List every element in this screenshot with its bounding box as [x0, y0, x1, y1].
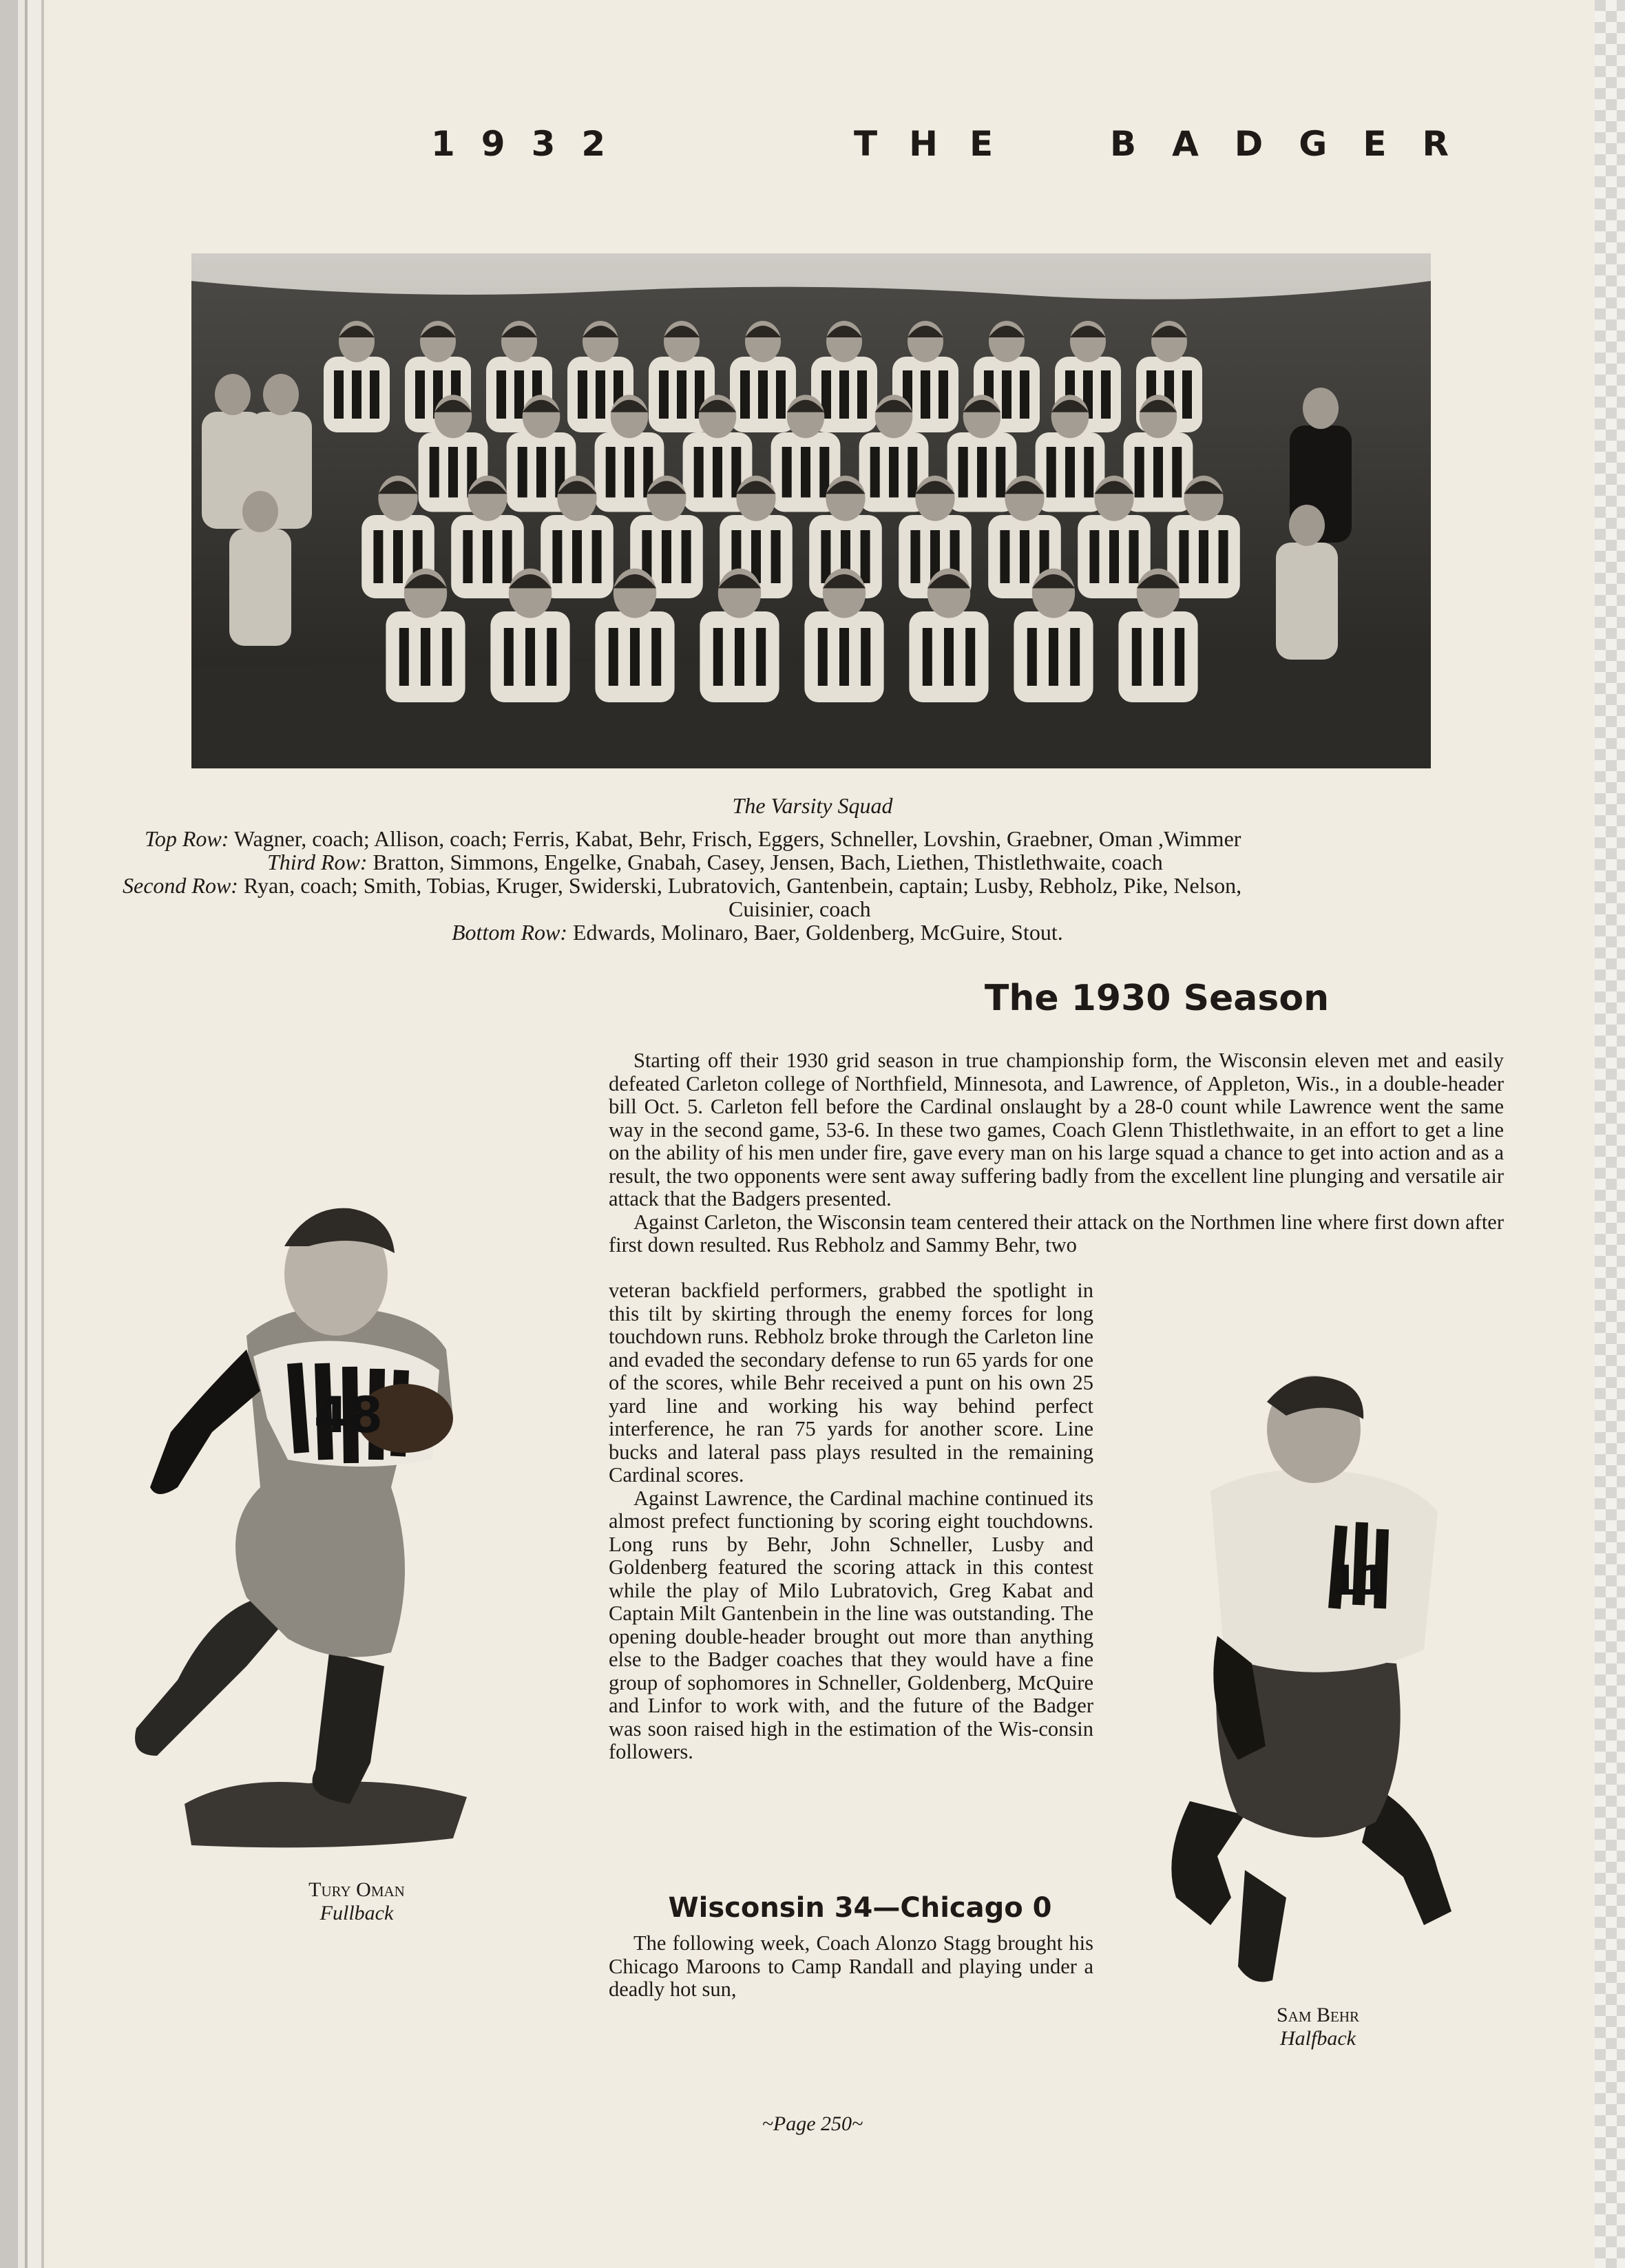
paragraph-text: Starting off their 1930 grid season in true championship form, the Wisconsin eleven met and easily defeated Carleton college of Northfield, Minnesota, and Lawrence, of Appleton, Wis., in a double-header bill Oct. 5. Carleton fell before the Cardinal onslaught by a 28-0 count while Lawrence went the same way in the second game, 53-6. In these two games, Coach Glenn Thistlethwaite, in an effort to get a line on the ability of his men under fire, gave every man on his large squad a chance to get into action and as a result, the two opponents were sent away suffering badly from the excellent line plunging and versatile air attack that the Badgers presented.: [609, 1049, 1504, 1210]
player-name: Tury Oman: [308, 1878, 405, 1901]
player-position: Halfback: [1280, 2027, 1356, 2050]
article-title: The 1930 Season: [984, 978, 1330, 1019]
caption-row-names: Wagner, coach; Allison, coach; Ferris, Kabat, Behr, Frisch, Eggers, Schneller, Lovshin, Graebner, Oman ,Wimmer: [233, 826, 1241, 851]
caption-row-top: [145, 826, 1241, 852]
oman-jersey-number: 48: [313, 1386, 384, 1444]
article-paragraph-chicago: [609, 1932, 1093, 2002]
right-decorative-border: [1595, 0, 1625, 2268]
team-photo-illustration: [191, 253, 1431, 768]
paragraph-text: veteran backfield performers, grabbed the spotlight in this tilt by skirting through the enemy forces for long touchdown runs. Rebholz broke through the Carleton line and evaded the secondary defense to run 65 yards for one of the scores, while Behr received a punt on his own 25 yard line and working his way behind perfect interference, he ran 75 yards for another score. Line bucks and lateral pass plays resulted in the remaining Cardinal scores.: [609, 1279, 1093, 1487]
caption-row-bottom: [452, 920, 1063, 945]
player-photo-oman: [129, 1047, 488, 1859]
player-caption-oman: [233, 1878, 481, 1925]
photo-caption-title: The Varsity Squad: [732, 793, 893, 818]
caption-row-names: Edwards, Molinaro, Baer, Goldenberg, McGuire, Stout.: [572, 920, 1063, 945]
caption-row-names: Cuisinier, coach: [728, 896, 871, 921]
caption-row-label: Top Row:: [145, 826, 229, 851]
varsity-squad-photo: [191, 253, 1431, 768]
paragraph-text: Against Carleton, the Wisconsin team centered their attack on the Northmen line where first down after first down resulted. Rus Rebholz and Sammy Behr, two: [609, 1210, 1504, 1257]
article-column-narrow: [609, 1279, 1093, 1764]
caption-row-label: Third Row:: [267, 850, 368, 874]
caption-row-label: Second Row:: [123, 873, 238, 898]
player-photo-behr: [1149, 1374, 1493, 1994]
paragraph-text: The following week, Coach Alonzo Stagg brought his Chicago Maroons to Camp Randall and playing under a deadly hot sun,: [609, 1931, 1093, 2001]
header-year: 1932: [431, 124, 632, 164]
caption-row-names: Ryan, coach; Smith, Tobias, Kruger, Swiderski, Lubratovich, Gantenbein, captain; Lusby, Rebholz, Pike, Nelson,: [243, 873, 1242, 898]
left-page-border: [0, 0, 63, 2268]
header-the: THE: [854, 124, 1025, 164]
article-paragraph-1: [609, 1049, 1504, 1257]
caption-row-second-cont: [728, 896, 871, 922]
player-position: Fullback: [319, 1902, 394, 1924]
caption-row-names: Bratton, Simmons, Engelke, Gnabah, Casey, Jensen, Bach, Liethen, Thistlethwaite, coach: [373, 850, 1163, 874]
page-number: ~Page 250~: [762, 2112, 863, 2135]
header-publication: BADGER: [1110, 124, 1485, 164]
player-name: Sam Behr: [1276, 2004, 1360, 2026]
game-subheading: Wisconsin 34—Chicago 0: [668, 1892, 1052, 1924]
behr-jersey-number: 11: [1330, 1557, 1387, 1605]
caption-row-third: [267, 850, 1163, 875]
page-header: [0, 124, 1625, 172]
caption-row-label: Bottom Row:: [452, 920, 567, 945]
paragraph-text: Against Lawrence, the Cardinal machine continued its almost prefect functioning by scoring eight touchdowns. Long runs by Behr, John Schneller, Lusby and Goldenberg featured the scoring attack in this contest while the play of Milo Lubratovich, Greg Kabat and Captain Milt Gantenbein in the line was outstanding. The opening double-header brought out more than anything else to the Badger coaches that they would have a fine group of sophomores in Schneller, Goldenberg, McQuire and Linfor to work with, and the future of the Badger was soon raised high in the estimation of the Wis-consin followers.: [609, 1486, 1093, 1763]
player-caption-behr: [1194, 2004, 1442, 2050]
caption-row-second: [123, 873, 1241, 899]
